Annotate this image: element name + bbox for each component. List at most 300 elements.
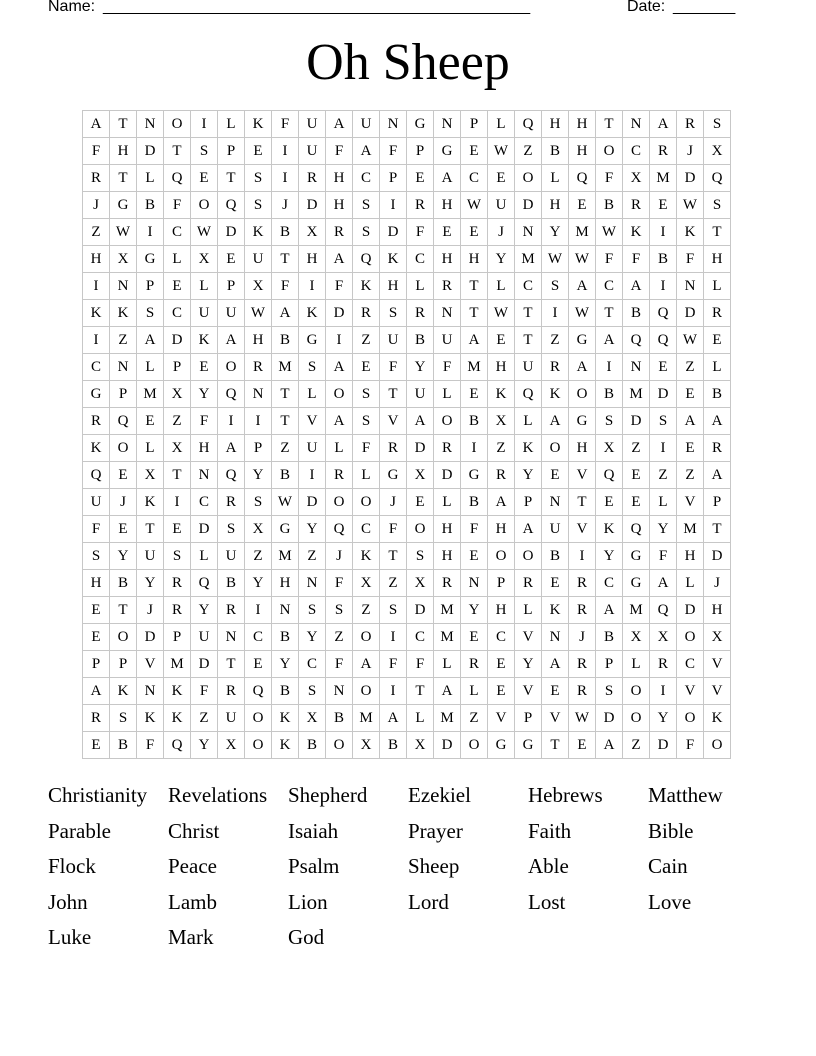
grid-cell: T: [407, 678, 434, 705]
grid-cell: I: [650, 435, 677, 462]
grid-cell: R: [704, 300, 731, 327]
grid-cell: I: [542, 300, 569, 327]
word-list-item: Able: [528, 854, 569, 878]
word-list-item: Peace: [168, 854, 217, 878]
grid-cell: E: [650, 192, 677, 219]
grid-cell: Y: [137, 570, 164, 597]
grid-cell: E: [542, 678, 569, 705]
grid-cell: V: [542, 705, 569, 732]
grid-cell: M: [434, 705, 461, 732]
grid-cell: G: [623, 543, 650, 570]
grid-cell: S: [110, 705, 137, 732]
grid-cell: O: [110, 624, 137, 651]
grid-cell: R: [83, 165, 110, 192]
grid-cell: E: [677, 435, 704, 462]
grid-cell: R: [164, 570, 191, 597]
grid-cell: L: [164, 246, 191, 273]
grid-cell: F: [407, 219, 434, 246]
grid-cell: K: [110, 300, 137, 327]
grid-cell: T: [110, 165, 137, 192]
grid-cell: Q: [218, 192, 245, 219]
grid-cell: F: [191, 678, 218, 705]
grid-cell: L: [488, 111, 515, 138]
grid-cell: D: [326, 300, 353, 327]
grid-cell: E: [650, 354, 677, 381]
grid-cell: F: [164, 192, 191, 219]
grid-cell: X: [623, 165, 650, 192]
grid-cell: K: [353, 543, 380, 570]
grid-cell: S: [353, 219, 380, 246]
grid-cell: T: [272, 408, 299, 435]
grid-cell: Z: [461, 705, 488, 732]
grid-cell: D: [596, 705, 623, 732]
grid-cell: E: [218, 246, 245, 273]
grid-cell: T: [704, 516, 731, 543]
grid-cell: Z: [542, 327, 569, 354]
grid-cell: C: [623, 138, 650, 165]
grid-cell: U: [407, 381, 434, 408]
grid-cell: X: [245, 273, 272, 300]
grid-cell: Q: [326, 516, 353, 543]
date-blank-line: _______: [673, 0, 736, 15]
grid-cell: R: [677, 111, 704, 138]
grid-cell: O: [164, 111, 191, 138]
grid-cell: T: [515, 327, 542, 354]
grid-cell: R: [407, 300, 434, 327]
grid-cell: B: [596, 624, 623, 651]
grid-cell: K: [245, 111, 272, 138]
word-list-item: Luke: [48, 925, 92, 949]
word-list-item: Christianity: [48, 783, 148, 807]
grid-cell: A: [650, 570, 677, 597]
grid-cell: H: [380, 273, 407, 300]
grid-cell: Y: [272, 651, 299, 678]
grid-cell: D: [407, 435, 434, 462]
grid-cell: G: [110, 192, 137, 219]
grid-cell: N: [461, 570, 488, 597]
grid-cell: L: [407, 273, 434, 300]
grid-cell: R: [434, 273, 461, 300]
grid-cell: Y: [461, 597, 488, 624]
grid-cell: P: [596, 651, 623, 678]
grid-cell: E: [623, 462, 650, 489]
grid-cell: N: [434, 300, 461, 327]
word-list-item: Christ: [168, 818, 220, 843]
grid-cell: L: [434, 381, 461, 408]
grid-cell: T: [218, 165, 245, 192]
grid-cell: R: [299, 165, 326, 192]
grid-cell: E: [488, 165, 515, 192]
grid-cell: J: [110, 489, 137, 516]
grid-cell: S: [299, 597, 326, 624]
grid-cell: L: [326, 435, 353, 462]
grid-cell: S: [650, 408, 677, 435]
grid-cell: N: [326, 678, 353, 705]
grid-cell: P: [110, 381, 137, 408]
grid-cell: F: [191, 408, 218, 435]
grid-cell: Q: [515, 111, 542, 138]
grid-cell: R: [623, 192, 650, 219]
grid-cell: R: [461, 651, 488, 678]
grid-cell: J: [137, 597, 164, 624]
grid-cell: R: [650, 651, 677, 678]
grid-cell: W: [461, 192, 488, 219]
grid-cell: I: [83, 273, 110, 300]
grid-cell: X: [191, 246, 218, 273]
grid-cell: Z: [353, 597, 380, 624]
grid-cell: L: [461, 678, 488, 705]
grid-cell: S: [245, 192, 272, 219]
grid-cell: J: [488, 219, 515, 246]
grid-cell: Q: [650, 327, 677, 354]
grid-cell: D: [299, 489, 326, 516]
grid-cell: D: [299, 192, 326, 219]
grid-cell: I: [326, 327, 353, 354]
grid-cell: Z: [515, 138, 542, 165]
grid-cell: T: [515, 300, 542, 327]
grid-cell: O: [461, 732, 488, 759]
grid-cell: L: [623, 651, 650, 678]
grid-cell: A: [326, 246, 353, 273]
grid-cell: Y: [245, 462, 272, 489]
grid-cell: Y: [191, 597, 218, 624]
word-list-item: Bible: [648, 818, 694, 843]
grid-cell: G: [569, 408, 596, 435]
grid-cell: W: [569, 246, 596, 273]
grid-cell: I: [272, 138, 299, 165]
grid-cell: Z: [623, 435, 650, 462]
grid-cell: Z: [272, 435, 299, 462]
grid-cell: O: [245, 705, 272, 732]
grid-cell: E: [623, 489, 650, 516]
grid-cell: N: [677, 273, 704, 300]
grid-cell: G: [272, 516, 299, 543]
grid-cell: A: [704, 462, 731, 489]
grid-cell: F: [380, 516, 407, 543]
word-search-grid: [82, 110, 731, 759]
grid-cell: Z: [245, 543, 272, 570]
grid-cell: I: [380, 192, 407, 219]
grid-cell: I: [380, 678, 407, 705]
grid-cell: A: [569, 354, 596, 381]
grid-cell: G: [380, 462, 407, 489]
grid-cell: O: [353, 624, 380, 651]
grid-cell: Y: [596, 543, 623, 570]
grid-cell: S: [326, 597, 353, 624]
grid-cell: L: [542, 165, 569, 192]
grid-cell: M: [272, 354, 299, 381]
grid-cell: D: [677, 165, 704, 192]
grid-cell: A: [353, 651, 380, 678]
grid-cell: S: [353, 192, 380, 219]
grid-cell: W: [569, 705, 596, 732]
grid-cell: S: [299, 678, 326, 705]
grid-cell: F: [326, 651, 353, 678]
grid-cell: R: [434, 570, 461, 597]
word-list-item: Lost: [528, 889, 566, 914]
grid-cell: K: [83, 300, 110, 327]
grid-cell: I: [461, 435, 488, 462]
grid-cell: S: [380, 597, 407, 624]
grid-cell: Z: [191, 705, 218, 732]
grid-cell: L: [218, 111, 245, 138]
grid-cell: E: [461, 381, 488, 408]
grid-cell: G: [569, 327, 596, 354]
grid-cell: C: [515, 273, 542, 300]
grid-cell: M: [137, 381, 164, 408]
grid-cell: E: [542, 570, 569, 597]
grid-cell: E: [704, 327, 731, 354]
grid-cell: B: [272, 462, 299, 489]
grid-cell: H: [569, 138, 596, 165]
grid-cell: M: [353, 705, 380, 732]
grid-cell: O: [407, 516, 434, 543]
grid-cell: F: [596, 246, 623, 273]
word-list-item: Psalm: [288, 854, 340, 878]
grid-cell: Y: [191, 381, 218, 408]
grid-cell: I: [164, 489, 191, 516]
word-list-item: Revelations: [168, 783, 268, 807]
grid-cell: U: [191, 624, 218, 651]
grid-cell: H: [704, 597, 731, 624]
grid-cell: G: [461, 462, 488, 489]
grid-cell: Y: [299, 516, 326, 543]
grid-cell: S: [245, 165, 272, 192]
grid-cell: L: [137, 435, 164, 462]
grid-cell: X: [353, 732, 380, 759]
grid-cell: V: [704, 651, 731, 678]
grid-cell: W: [596, 219, 623, 246]
grid-cell: E: [461, 219, 488, 246]
grid-cell: B: [623, 300, 650, 327]
grid-cell: N: [191, 462, 218, 489]
grid-cell: T: [461, 300, 488, 327]
grid-cell: B: [272, 678, 299, 705]
grid-cell: D: [434, 462, 461, 489]
grid-cell: V: [677, 489, 704, 516]
grid-cell: P: [164, 624, 191, 651]
grid-cell: M: [623, 381, 650, 408]
grid-cell: V: [704, 678, 731, 705]
grid-cell: O: [542, 435, 569, 462]
word-list-item: Prayer: [408, 818, 463, 843]
grid-cell: A: [650, 111, 677, 138]
grid-cell: H: [569, 111, 596, 138]
grid-cell: W: [191, 219, 218, 246]
grid-cell: A: [380, 705, 407, 732]
grid-cell: G: [488, 732, 515, 759]
grid-cell: W: [569, 300, 596, 327]
grid-cell: K: [137, 705, 164, 732]
grid-cell: N: [218, 624, 245, 651]
grid-cell: N: [110, 354, 137, 381]
grid-cell: S: [191, 138, 218, 165]
grid-cell: H: [83, 246, 110, 273]
grid-cell: W: [245, 300, 272, 327]
date-label: Date:: [627, 0, 666, 15]
grid-cell: E: [245, 138, 272, 165]
grid-cell: C: [83, 354, 110, 381]
grid-cell: D: [677, 300, 704, 327]
grid-cell: Y: [515, 651, 542, 678]
grid-cell: F: [272, 111, 299, 138]
grid-cell: B: [407, 327, 434, 354]
grid-cell: R: [569, 651, 596, 678]
grid-cell: E: [191, 165, 218, 192]
grid-cell: B: [137, 192, 164, 219]
grid-cell: Z: [110, 327, 137, 354]
grid-cell: Y: [542, 219, 569, 246]
grid-cell: S: [245, 489, 272, 516]
grid-cell: B: [272, 327, 299, 354]
grid-cell: U: [218, 543, 245, 570]
grid-cell: E: [164, 516, 191, 543]
grid-cell: P: [515, 489, 542, 516]
grid-cell: O: [704, 732, 731, 759]
grid-cell: I: [650, 678, 677, 705]
grid-cell: H: [488, 354, 515, 381]
grid-cell: N: [623, 111, 650, 138]
grid-cell: O: [326, 381, 353, 408]
grid-cell: O: [326, 489, 353, 516]
grid-cell: B: [542, 543, 569, 570]
grid-cell: L: [704, 354, 731, 381]
grid-cell: B: [110, 570, 137, 597]
grid-cell: W: [488, 300, 515, 327]
grid-cell: S: [137, 300, 164, 327]
grid-cell: S: [164, 543, 191, 570]
grid-cell: H: [677, 543, 704, 570]
grid-cell: R: [245, 354, 272, 381]
grid-cell: F: [326, 570, 353, 597]
grid-cell: I: [218, 408, 245, 435]
grid-cell: E: [245, 651, 272, 678]
grid-cell: M: [623, 597, 650, 624]
grid-cell: U: [218, 300, 245, 327]
grid-cell: M: [650, 165, 677, 192]
grid-cell: W: [677, 192, 704, 219]
header-line: [48, 0, 748, 20]
grid-cell: C: [407, 624, 434, 651]
grid-cell: Q: [623, 516, 650, 543]
grid-cell: D: [137, 138, 164, 165]
grid-cell: U: [515, 354, 542, 381]
grid-cell: R: [326, 462, 353, 489]
grid-cell: X: [407, 570, 434, 597]
grid-cell: H: [704, 246, 731, 273]
grid-cell: Q: [650, 597, 677, 624]
grid-cell: A: [677, 408, 704, 435]
grid-cell: S: [299, 354, 326, 381]
grid-cell: O: [434, 408, 461, 435]
grid-cell: R: [704, 435, 731, 462]
grid-cell: Y: [515, 462, 542, 489]
grid-cell: K: [245, 219, 272, 246]
grid-cell: Z: [164, 408, 191, 435]
grid-cell: H: [245, 327, 272, 354]
grid-cell: K: [137, 489, 164, 516]
grid-cell: T: [164, 462, 191, 489]
grid-cell: B: [542, 138, 569, 165]
grid-cell: A: [569, 273, 596, 300]
grid-cell: O: [191, 192, 218, 219]
grid-cell: D: [434, 732, 461, 759]
grid-cell: Q: [83, 462, 110, 489]
grid-cell: L: [353, 462, 380, 489]
grid-cell: M: [677, 516, 704, 543]
grid-cell: C: [164, 300, 191, 327]
grid-cell: K: [542, 381, 569, 408]
grid-cell: R: [650, 138, 677, 165]
grid-cell: D: [380, 219, 407, 246]
grid-cell: Q: [164, 165, 191, 192]
grid-cell: V: [488, 705, 515, 732]
grid-cell: K: [83, 435, 110, 462]
grid-cell: U: [434, 327, 461, 354]
grid-cell: L: [650, 489, 677, 516]
grid-cell: L: [191, 543, 218, 570]
grid-cell: V: [569, 462, 596, 489]
grid-cell: L: [191, 273, 218, 300]
grid-cell: B: [272, 624, 299, 651]
grid-cell: J: [380, 489, 407, 516]
grid-cell: K: [623, 219, 650, 246]
grid-cell: N: [380, 111, 407, 138]
grid-cell: S: [596, 678, 623, 705]
grid-cell: Q: [596, 462, 623, 489]
grid-cell: I: [245, 597, 272, 624]
page-title: Oh Sheep: [306, 34, 510, 91]
word-list-item: God: [288, 925, 325, 949]
grid-cell: K: [191, 327, 218, 354]
grid-cell: Z: [488, 435, 515, 462]
grid-cell: N: [137, 111, 164, 138]
grid-cell: F: [272, 273, 299, 300]
grid-cell: Q: [704, 165, 731, 192]
grid-cell: S: [218, 516, 245, 543]
grid-cell: U: [353, 111, 380, 138]
grid-cell: L: [299, 381, 326, 408]
grid-cell: M: [515, 246, 542, 273]
grid-cell: C: [245, 624, 272, 651]
grid-cell: V: [569, 516, 596, 543]
grid-cell: C: [353, 165, 380, 192]
grid-cell: P: [380, 165, 407, 192]
grid-cell: Y: [191, 732, 218, 759]
grid-cell: U: [380, 327, 407, 354]
grid-cell: R: [515, 570, 542, 597]
grid-cell: A: [137, 327, 164, 354]
grid-cell: D: [218, 219, 245, 246]
grid-cell: F: [596, 165, 623, 192]
grid-cell: G: [434, 138, 461, 165]
grid-cell: U: [299, 435, 326, 462]
grid-cell: D: [515, 192, 542, 219]
grid-cell: F: [380, 354, 407, 381]
grid-cell: O: [515, 543, 542, 570]
grid-cell: M: [164, 651, 191, 678]
grid-cell: A: [218, 327, 245, 354]
grid-cell: I: [83, 327, 110, 354]
grid-cell: I: [650, 219, 677, 246]
grid-cell: R: [569, 570, 596, 597]
grid-cell: R: [569, 678, 596, 705]
grid-cell: P: [704, 489, 731, 516]
grid-cell: X: [218, 732, 245, 759]
grid-cell: F: [326, 273, 353, 300]
grid-cell: L: [434, 651, 461, 678]
grid-cell: E: [461, 543, 488, 570]
